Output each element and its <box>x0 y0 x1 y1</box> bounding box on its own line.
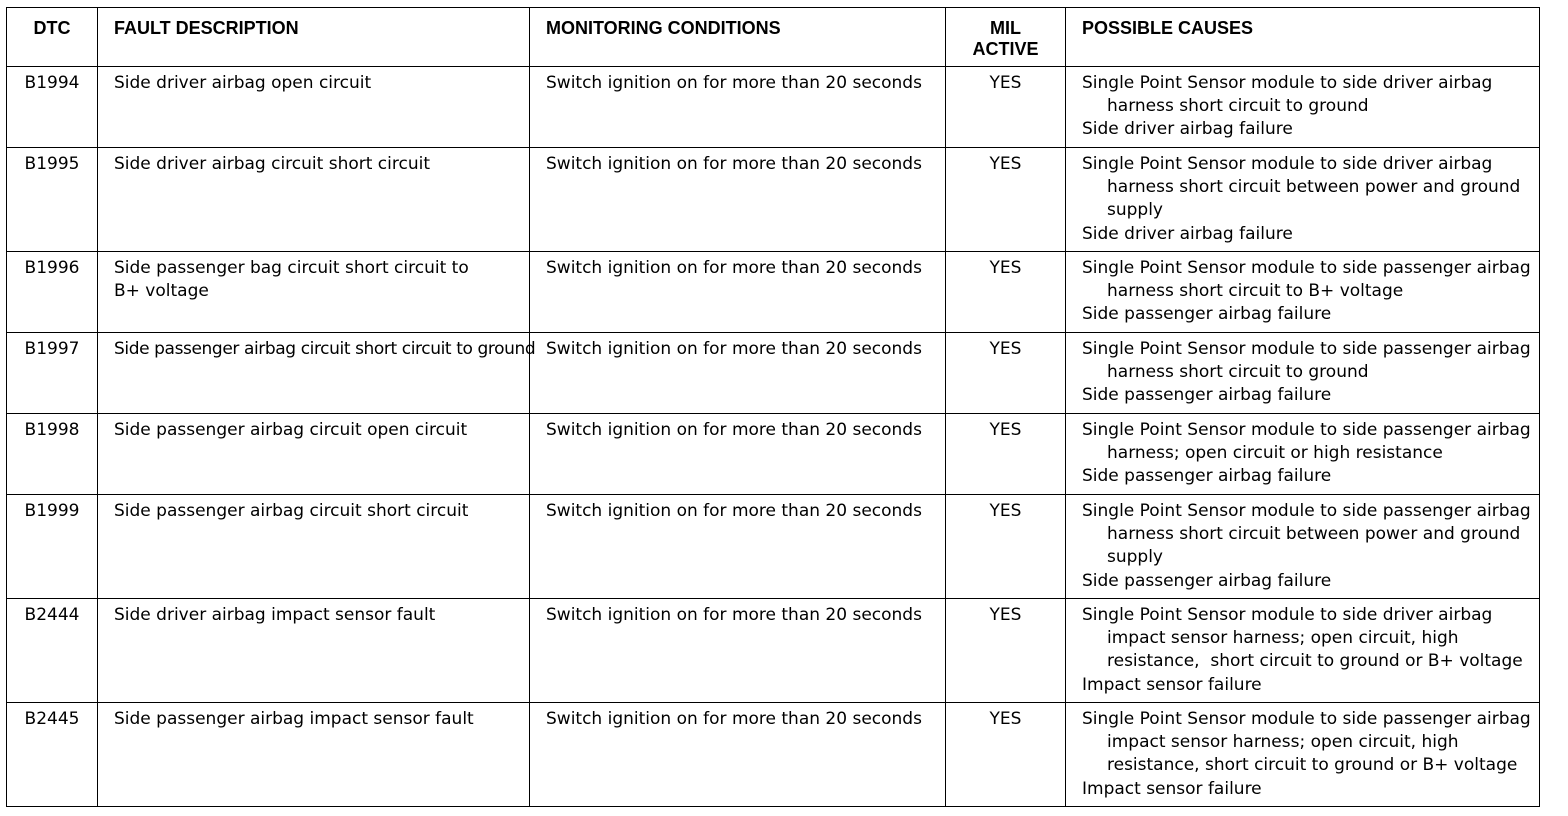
header-possible-causes: POSSIBLE CAUSES <box>1066 8 1540 67</box>
cell-mil: YES <box>946 333 1066 414</box>
cause-item: Impact sensor failure <box>1082 778 1262 799</box>
cause-item: Side passenger airbag failure <box>1082 570 1332 591</box>
header-mil-active <box>946 8 1066 67</box>
cause-item: Single Point Sensor module to side passenger airbag harness short circuit to ground <box>1082 339 1531 383</box>
table-row <box>7 495 1540 599</box>
header-dtc: DTC <box>7 8 98 67</box>
cell-causes <box>1066 67 1540 148</box>
cell-monitoring: Switch ignition on for more than 20 seconds <box>530 252 946 333</box>
table-row <box>7 599 1540 703</box>
cause-item: Side passenger airbag failure <box>1082 466 1332 487</box>
cell-fault: Side passenger airbag circuit open circuit <box>98 414 530 495</box>
cell-dtc: B1996 <box>7 252 98 333</box>
table-row <box>7 252 1540 333</box>
cell-monitoring: Switch ignition on for more than 20 seconds <box>530 67 946 148</box>
cell-dtc: B1994 <box>7 67 98 148</box>
cause-item: Side driver airbag failure <box>1082 223 1293 244</box>
cause-item: Single Point Sensor module to side driver airbag impact sensor harness; open circuit, high resistance, short circuit to ground or B+ voltage <box>1082 605 1523 672</box>
cell-dtc: B1999 <box>7 495 98 599</box>
cause-item: Impact sensor failure <box>1082 674 1262 695</box>
cause-item: Single Point Sensor module to side driver airbag harness short circuit between power and ground supply <box>1082 154 1521 221</box>
cell-monitoring: Switch ignition on for more than 20 seconds <box>530 148 946 252</box>
dtc-table <box>6 7 1540 807</box>
cell-causes <box>1066 252 1540 333</box>
cell-dtc: B2445 <box>7 703 98 807</box>
cell-mil: YES <box>946 148 1066 252</box>
header-fault-description: FAULT DESCRIPTION <box>98 8 530 67</box>
table-row <box>7 703 1540 807</box>
cell-monitoring: Switch ignition on for more than 20 seconds <box>530 599 946 703</box>
header-mil-line1: MIL <box>990 18 1021 38</box>
cell-causes <box>1066 599 1540 703</box>
cause-item: Side passenger airbag failure <box>1082 304 1332 325</box>
cause-item: Side driver airbag failure <box>1082 119 1293 140</box>
cell-dtc: B2444 <box>7 599 98 703</box>
cell-causes <box>1066 495 1540 599</box>
cell-dtc: B1998 <box>7 414 98 495</box>
cell-monitoring: Switch ignition on for more than 20 seconds <box>530 495 946 599</box>
cause-item: Single Point Sensor module to side passenger airbag harness short circuit to B+ voltage <box>1082 258 1531 302</box>
cause-item: Single Point Sensor module to side driver airbag harness short circuit to ground <box>1082 73 1493 117</box>
cause-item: Side passenger airbag failure <box>1082 385 1332 406</box>
cell-causes <box>1066 333 1540 414</box>
header-monitoring-conditions: MONITORING CONDITIONS <box>530 8 946 67</box>
cell-causes <box>1066 703 1540 807</box>
cell-mil: YES <box>946 252 1066 333</box>
table-header-row <box>7 8 1540 67</box>
cell-mil: YES <box>946 599 1066 703</box>
table-row <box>7 148 1540 252</box>
cell-causes <box>1066 148 1540 252</box>
cell-fault: Side driver airbag circuit short circuit <box>98 148 530 252</box>
cell-dtc: B1997 <box>7 333 98 414</box>
cell-monitoring: Switch ignition on for more than 20 seconds <box>530 703 946 807</box>
cell-causes <box>1066 414 1540 495</box>
cause-item: Single Point Sensor module to side passenger airbag impact sensor harness; open circuit, high resistance, short circuit to ground or B+ voltage <box>1082 709 1531 776</box>
cell-monitoring: Switch ignition on for more than 20 seconds <box>530 333 946 414</box>
cell-fault: Side passenger airbag circuit short circuit to ground <box>98 333 530 414</box>
cell-fault: Side passenger airbag circuit short circuit <box>98 495 530 599</box>
cell-fault: Side driver airbag impact sensor fault <box>98 599 530 703</box>
cell-monitoring: Switch ignition on for more than 20 seconds <box>530 414 946 495</box>
cell-fault: Side passenger airbag impact sensor fault <box>98 703 530 807</box>
cell-mil: YES <box>946 67 1066 148</box>
cell-dtc: B1995 <box>7 148 98 252</box>
cell-mil: YES <box>946 703 1066 807</box>
cell-fault: Side passenger bag circuit short circuit to B+ voltage <box>98 252 530 333</box>
cell-mil: YES <box>946 495 1066 599</box>
table-row <box>7 67 1540 148</box>
table-row <box>7 333 1540 414</box>
cell-fault: Side driver airbag open circuit <box>98 67 530 148</box>
header-mil-line2: ACTIVE <box>972 39 1039 59</box>
cause-item: Single Point Sensor module to side passenger airbag harness short circuit between power and ground supply <box>1082 501 1531 568</box>
cell-mil: YES <box>946 414 1066 495</box>
table-row <box>7 414 1540 495</box>
cause-item: Single Point Sensor module to side passenger airbag harness; open circuit or high resistance <box>1082 420 1531 464</box>
